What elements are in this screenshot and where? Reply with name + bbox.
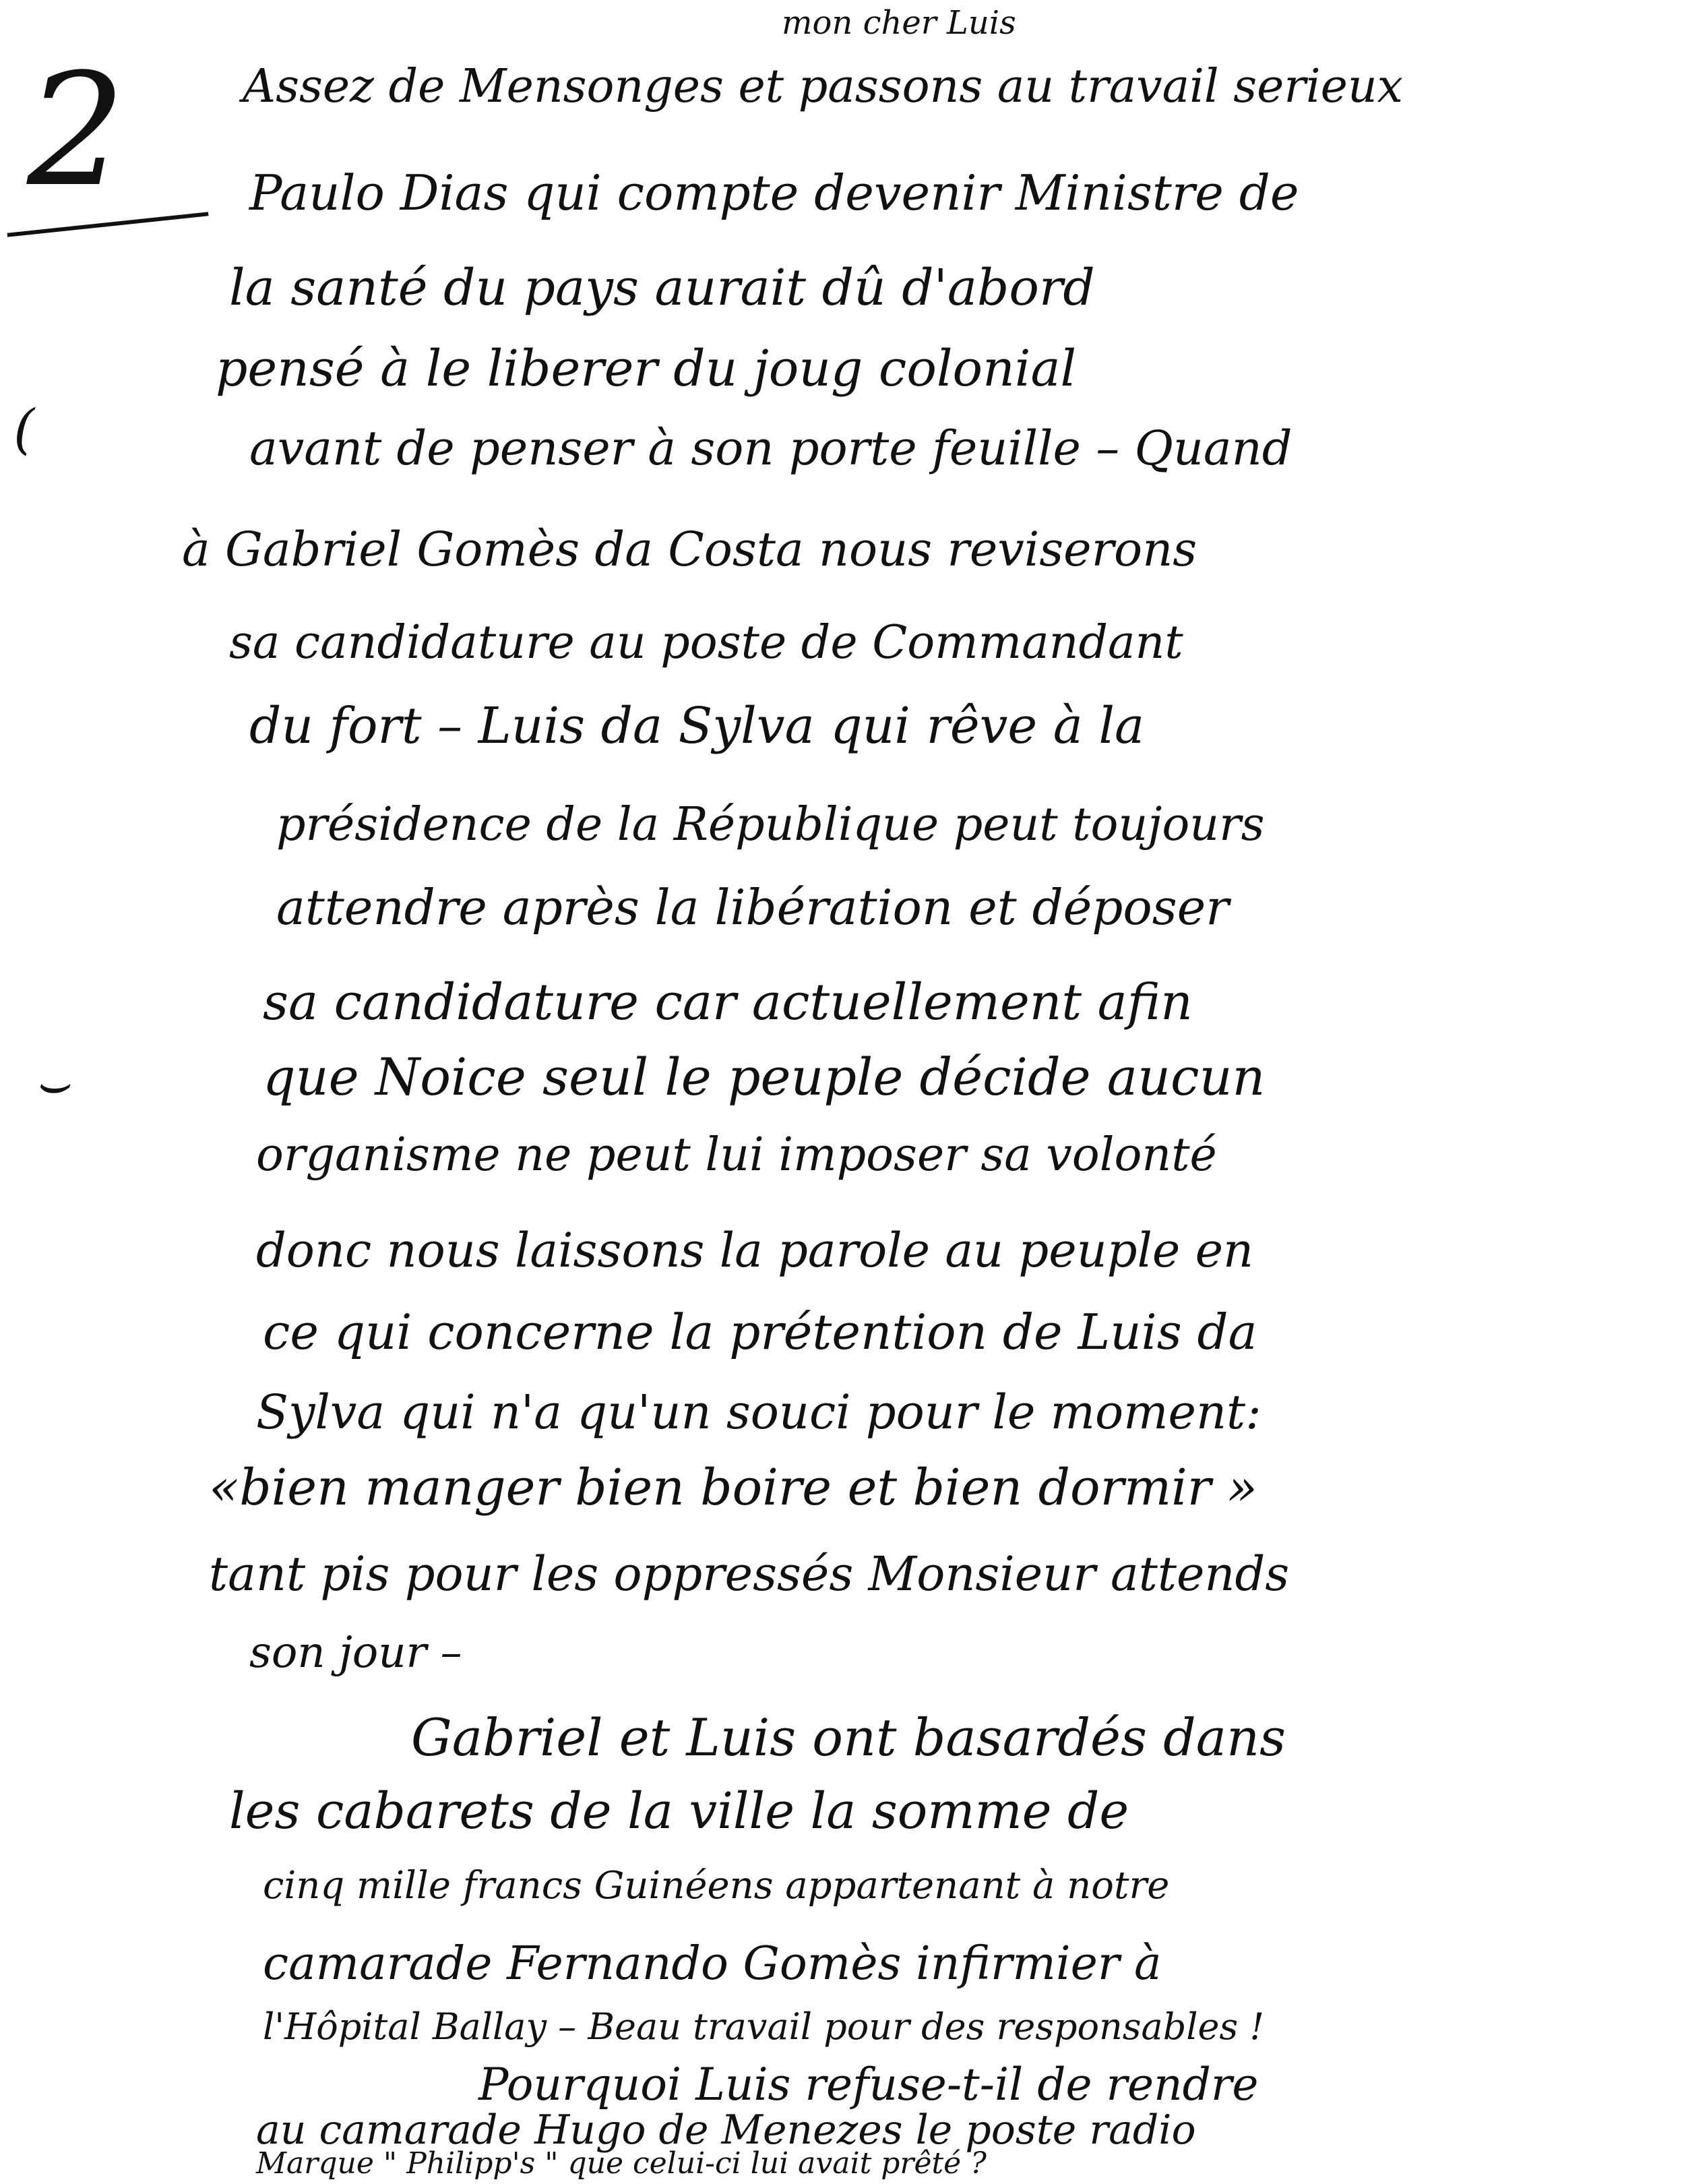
margin-mark-bottom: ⌣: [34, 1052, 69, 1114]
text-line: au camarade Hugo de Menezes le poste radio: [256, 2106, 1196, 2154]
text-line: que Noice seul le peuple décide aucun: [263, 1047, 1266, 1107]
text-line: cinq mille francs Guinéens appartenant à notre: [263, 1864, 1170, 1908]
text-line: la santé du pays aurait dû d'abord: [229, 259, 1095, 317]
annotation-above: mon cher Luis: [782, 4, 1016, 42]
text-line: camarade Fernando Gomès infirmier à: [263, 1937, 1162, 1991]
text-line: Paulo Dias qui compte devenir Ministre de: [249, 164, 1299, 221]
text-line: l'Hôpital Ballay – Beau travail pour des responsables !: [263, 2005, 1265, 2048]
text-line: donc nous laissons la parole au peuple en: [256, 1223, 1254, 1278]
page-number: 2: [27, 41, 126, 221]
text-line: sa candidature au poste de Commandant: [229, 616, 1183, 669]
text-line: présidence de la République peut toujours: [276, 798, 1265, 851]
margin-mark-top: (: [13, 398, 35, 460]
text-line: organisme ne peut lui imposer sa volonté: [256, 1128, 1217, 1182]
text-line: Assez de Mensonges et passons au travail serieux: [243, 60, 1404, 113]
text-line: pensé à le liberer du joug colonial: [216, 340, 1077, 398]
text-line: Marque " Philipp's " que celui-ci lui avait prêté ?: [256, 2146, 987, 2181]
text-line: attendre après la libération et déposer: [276, 879, 1229, 936]
text-line: «bien manger bien boire et bien dormir »: [209, 1459, 1257, 1517]
text-line: à Gabriel Gomès da Costa nous reviserons: [182, 522, 1197, 577]
text-line: sa candidature car actuellement afin: [263, 973, 1193, 1031]
text-line: son jour –: [249, 1628, 462, 1678]
text-line: Gabriel et Luis ont basardés dans: [411, 1707, 1286, 1767]
text-line: du fort – Luis da Sylva qui rêve à la: [249, 697, 1145, 755]
text-line: ce qui concerne la prétention de Luis da: [263, 1304, 1257, 1360]
text-line: les cabarets de la ville la somme de: [229, 1782, 1129, 1840]
text-line: avant de penser à son porte feuille – Quand: [249, 421, 1292, 476]
text-line: Pourquoi Luis refuse-t-il de rendre: [478, 2059, 1259, 2111]
text-line: tant pis pour les oppressés Monsieur attends: [209, 1546, 1290, 1602]
text-line: Sylva qui n'a qu'un souci pour le moment:: [256, 1385, 1262, 1440]
